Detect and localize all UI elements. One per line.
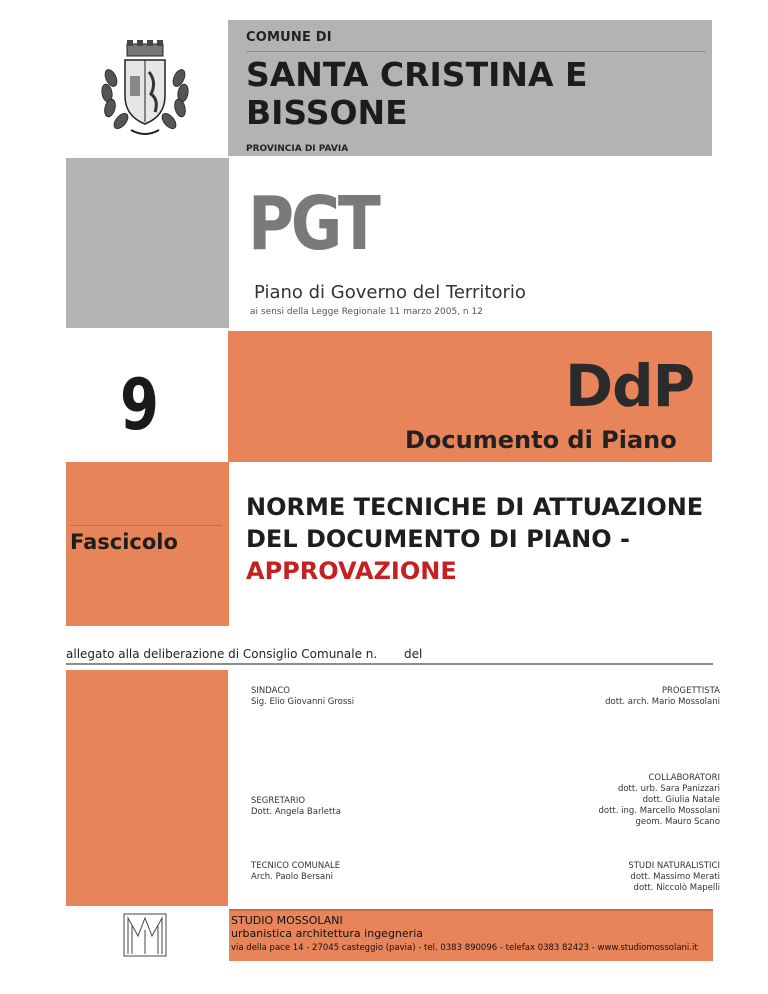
city-name: SANTA CRISTINA E BISSONE <box>246 55 588 132</box>
studio-address: via della pace 14 - 27045 casteggio (pavia) - tel. 0383 890096 - telefax 0383 82423 - www.studiomossolani.it <box>231 943 698 953</box>
fascicolo-label: Fascicolo <box>70 530 178 554</box>
credit-segretario <box>251 796 341 818</box>
allegato-del: del <box>404 647 423 661</box>
section-number: 9 <box>120 364 159 446</box>
allegato-divider <box>66 663 713 665</box>
credit-name: dott. Giulia Natale <box>642 795 720 805</box>
credit-name: dott. arch. Mario Mossolani <box>605 697 720 707</box>
credit-name: Sig. Elio Giovanni Grossi <box>251 697 355 707</box>
credit-sindaco <box>251 686 354 708</box>
credit-name: dott. ing. Marcello Mossolani <box>598 806 720 816</box>
credit-role: TECNICO COMUNALE <box>251 861 341 871</box>
credit-role: PROGETTISTA <box>661 686 720 696</box>
fascicolo-divider <box>70 525 222 526</box>
credit-name: dott. Niccolò Mapelli <box>633 883 720 893</box>
credit-name: dott. Massimo Merati <box>630 872 720 882</box>
side-gray-panel <box>66 158 229 328</box>
allegato-text: allegato alla deliberazione di Consiglio Comunale n. <box>66 647 378 661</box>
municipal-crest-icon <box>95 38 195 138</box>
province-label: PROVINCIA DI PAVIA <box>246 144 349 154</box>
credit-progettista <box>605 686 720 708</box>
credit-role: SEGRETARIO <box>251 796 306 806</box>
credit-name: geom. Mauro Scano <box>635 817 720 827</box>
pgt-subtitle: Piano di Governo del Territorio <box>254 282 526 303</box>
credit-studi-naturalistici <box>628 861 720 894</box>
credit-role: COLLABORATORI <box>648 773 720 783</box>
pgt-acronym: PGT <box>248 181 378 267</box>
studio-name: STUDIO MOSSOLANI <box>231 914 343 927</box>
section-name: Documento di Piano <box>405 426 677 454</box>
studio-divider <box>229 909 713 911</box>
section-code: DdP <box>565 352 695 420</box>
credit-name: Dott. Angela Barletta <box>251 807 341 817</box>
studio-subtitle: urbanistica architettura ingegneria <box>231 927 423 940</box>
document-title-main: NORME TECNICHE DI ATTUAZIONE DEL DOCUMENTO DI PIANO - <box>246 493 704 553</box>
header-divider <box>246 51 706 52</box>
credit-tecnico <box>251 861 340 883</box>
credit-name: Arch. Paolo Bersani <box>251 872 333 882</box>
credits-side-panel <box>66 670 228 906</box>
credit-role: STUDI NATURALISTICI <box>628 861 720 871</box>
pgt-law-reference: ai sensi della Legge Regionale 11 marzo 2005, n 12 <box>250 307 483 317</box>
document-title-highlight: APPROVAZIONE <box>246 557 457 585</box>
comune-label: COMUNE DI <box>246 30 332 45</box>
credit-name: dott. urb. Sara Panizzari <box>617 784 720 794</box>
studio-monogram-icon <box>122 912 168 958</box>
document-title <box>246 491 706 587</box>
credit-collaboratori <box>598 773 720 828</box>
credit-role: SINDACO <box>251 686 290 696</box>
